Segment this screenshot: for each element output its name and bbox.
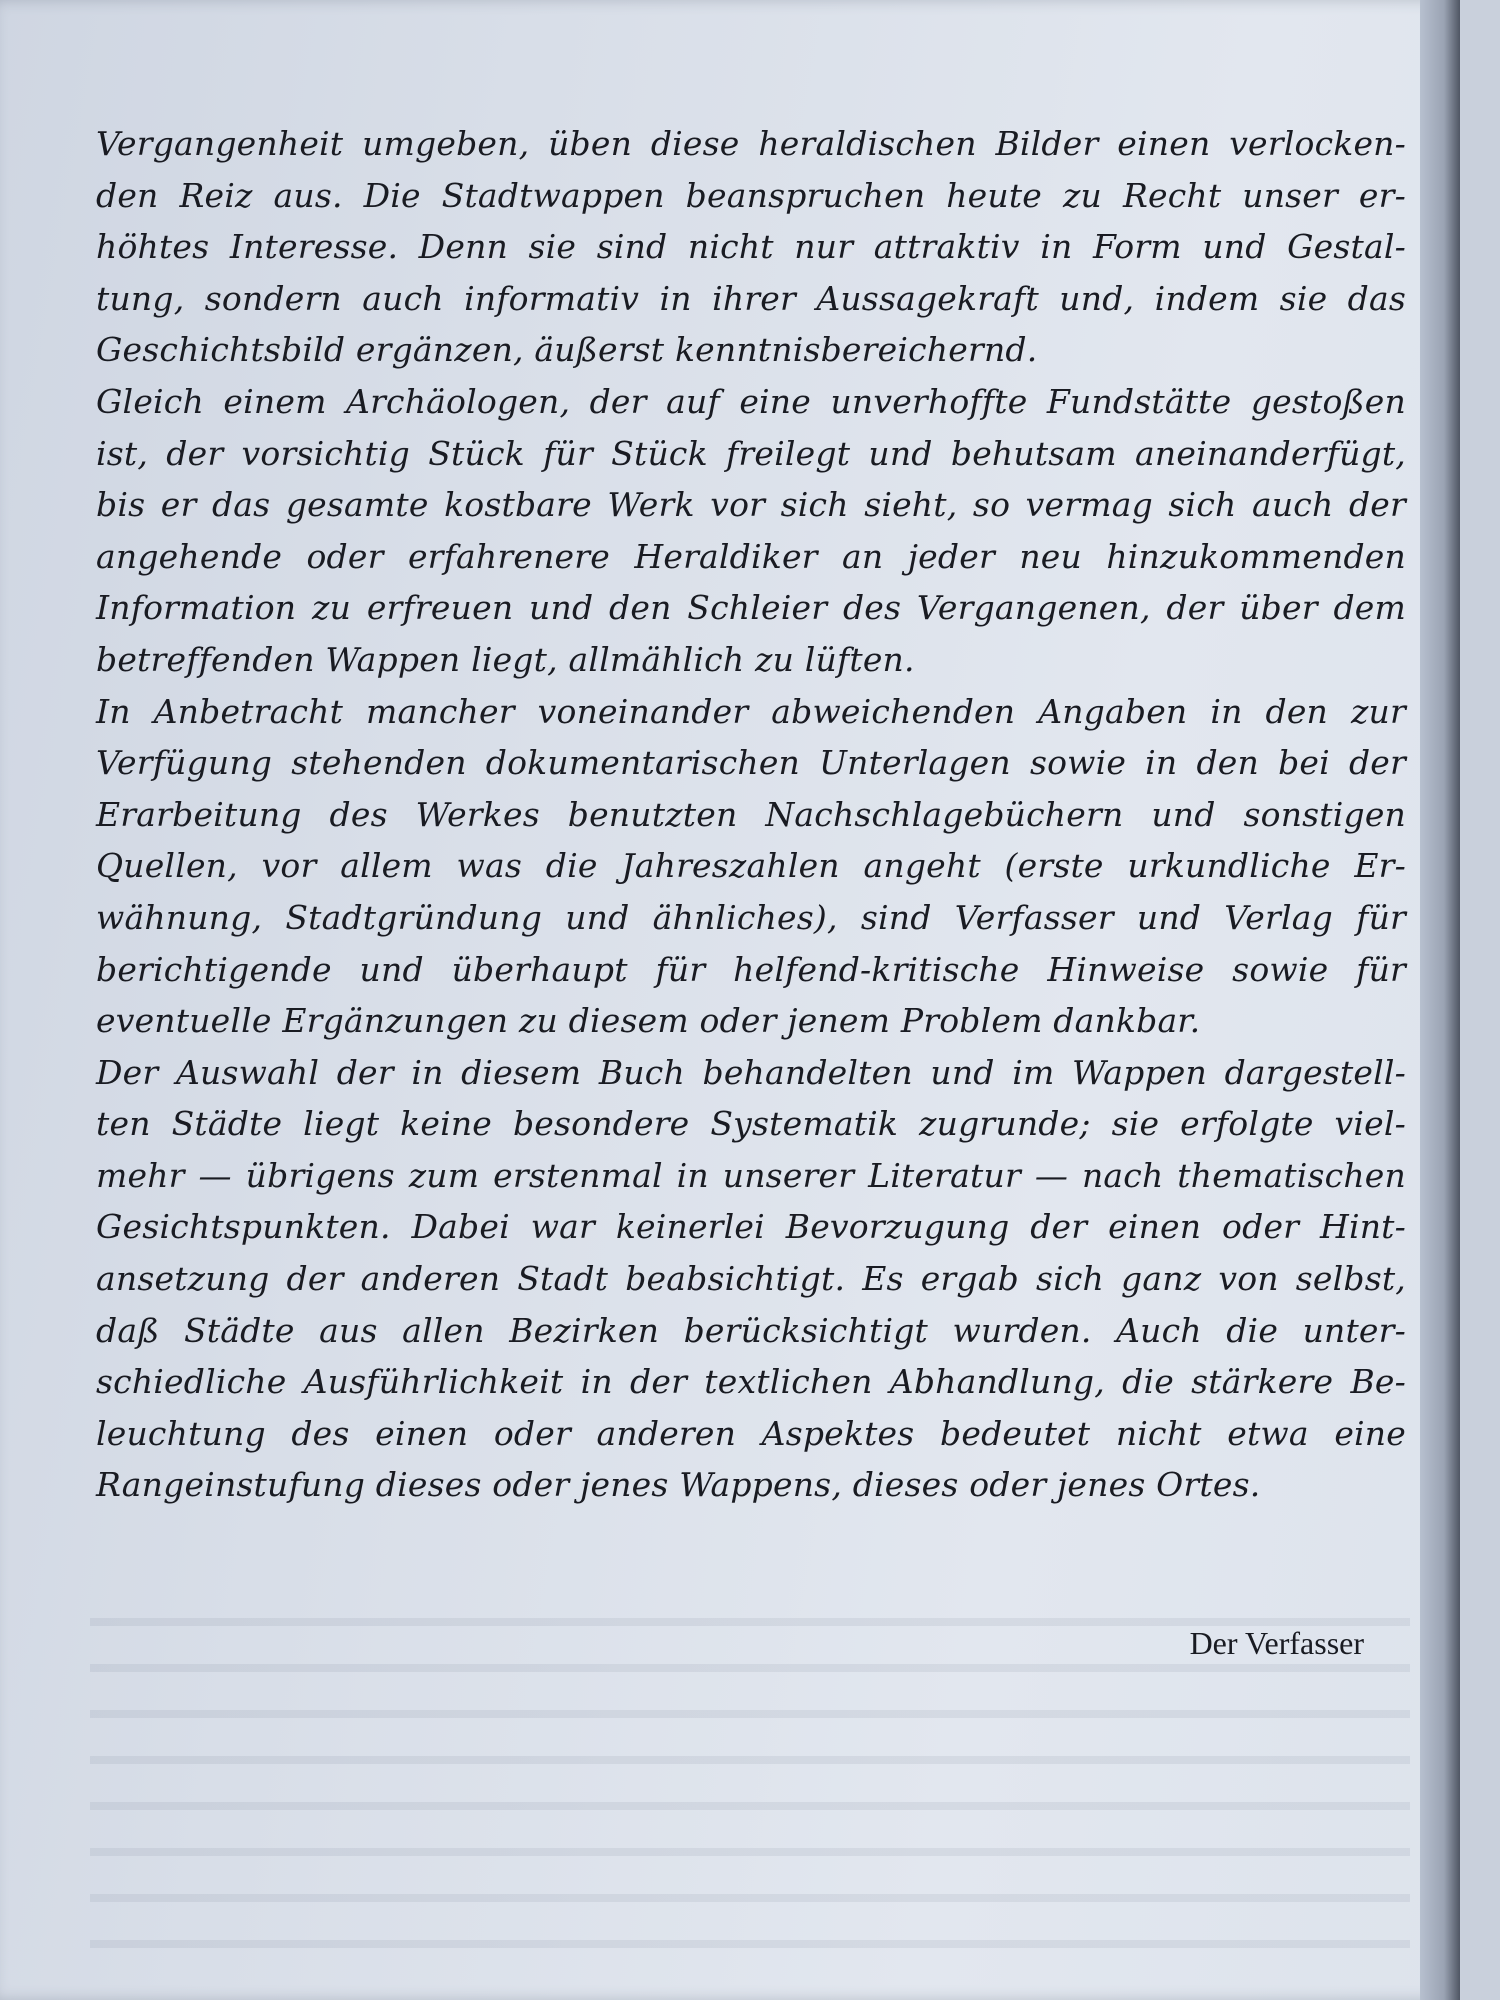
text-line: angehende oder erfahrenere Heraldiker an jeder neu hinzukommenden — [96, 536, 1406, 576]
page-gutter-edge — [1420, 0, 1460, 2000]
text-line: den Reiz aus. Die Stadtwappen beanspruchen heute zu Recht unser er- — [96, 175, 1406, 215]
text-line: daß Städte aus allen Bezirken berücksichtigt wurden. Auch die unter- — [96, 1310, 1406, 1350]
text-line: berichtigende und überhaupt für helfend-kritische Hinweise sowie für — [96, 949, 1406, 989]
text-line: leuchtung des einen oder anderen Aspektes bedeutet nicht etwa eine — [96, 1413, 1406, 1453]
body-text — [96, 118, 1406, 1511]
text-line: schiedliche Ausführlichkeit in der textlichen Abhandlung, die stärkere Be- — [96, 1362, 1406, 1402]
text-line: In Anbetracht mancher voneinander abweichenden Angaben in den zur — [96, 691, 1406, 731]
text-line: Erarbeitung des Werkes benutzten Nachschlagebüchern und sonstigen — [96, 794, 1406, 834]
text-line: wähnung, Stadtgründung und ähnliches), sind Verfasser und Verlag für — [96, 897, 1406, 937]
text-line: mehr — übrigens zum erstenmal in unserer Literatur — nach thematischen — [96, 1155, 1406, 1195]
text-line: ten Städte liegt keine besondere Systematik zugrunde; sie erfolgte viel- — [96, 1104, 1406, 1144]
author-signature: Der Verfasser — [1189, 1625, 1364, 1661]
text-line: Information zu erfreuen und den Schleier des Vergangenen, der über dem — [96, 588, 1406, 628]
text-line: ist, der vorsichtig Stück für Stück freilegt und behutsam aneinanderfügt, — [96, 433, 1406, 473]
text-line: Der Auswahl der in diesem Buch behandelten und im Wappen dargestell- — [96, 1052, 1406, 1092]
text-line: ansetzung der anderen Stadt beabsichtigt. Es ergab sich ganz von selbst, — [96, 1259, 1406, 1299]
text-line: bis er das gesamte kostbare Werk vor sich sieht, so vermag sich auch der — [96, 485, 1406, 525]
text-line: Gleich einem Archäologen, der auf eine unverhoffte Fundstätte gestoßen — [96, 381, 1406, 421]
text-line: betreffenden Wappen liegt, allmählich zu lüften. — [96, 639, 915, 679]
text-line: eventuelle Ergänzungen zu diesem oder jenem Problem dankbar. — [96, 1001, 1201, 1041]
text-line: Vergangenheit umgeben, üben diese heraldischen Bilder einen verlocken- — [96, 124, 1406, 163]
text-line: tung, sondern auch informativ in ihrer Aussagekraft und, indem sie das — [96, 278, 1406, 318]
text-line: Rangeinstufung dieses oder jenes Wappens, dieses oder jenes Ortes. — [96, 1465, 1261, 1505]
text-line: höhtes Interesse. Denn sie sind nicht nur attraktiv in Form und Gestal- — [96, 227, 1406, 267]
text-line: Quellen, vor allem was die Jahreszahlen angeht (erste urkundliche Er- — [96, 846, 1406, 886]
text-line: Geschichtsbild ergänzen, äußerst kenntnisbereichernd. — [96, 330, 1038, 370]
text-line: Verfügung stehenden dokumentarischen Unterlagen sowie in den bei der — [96, 743, 1406, 783]
text-line: Gesichtspunkten. Dabei war keinerlei Bevorzugung der einen oder Hint- — [96, 1207, 1406, 1247]
